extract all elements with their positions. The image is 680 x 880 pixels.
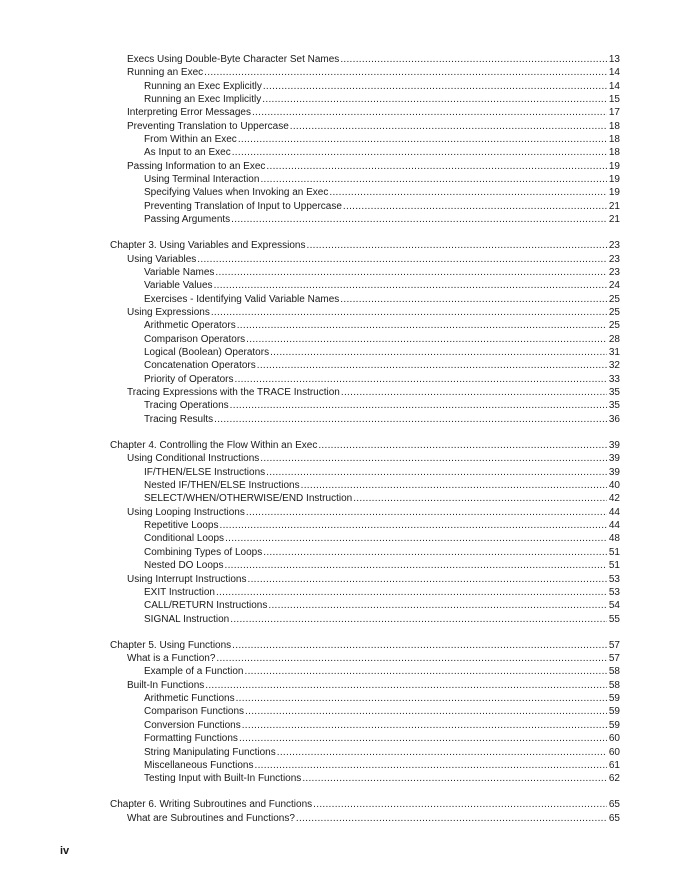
dot-leader bbox=[197, 253, 607, 266]
toc-entry-title: Chapter 4. Controlling the Flow Within an Exec bbox=[110, 440, 318, 452]
toc-entry-page: 19 bbox=[608, 174, 620, 186]
toc-entry-page: 35 bbox=[608, 387, 620, 399]
toc-entry-page: 48 bbox=[608, 533, 620, 545]
dot-leader bbox=[306, 239, 607, 252]
toc-entry-page: 65 bbox=[608, 799, 620, 811]
toc-entry-page: 58 bbox=[608, 666, 620, 678]
toc-entry-page: 61 bbox=[608, 759, 620, 771]
dot-leader bbox=[301, 479, 607, 492]
dot-leader bbox=[262, 93, 607, 106]
toc-entry[interactable] bbox=[110, 452, 620, 465]
dot-leader bbox=[204, 66, 607, 79]
toc-entry-page: 39 bbox=[608, 440, 620, 452]
toc-entry-title: Comparison Functions bbox=[144, 706, 245, 718]
dot-leader bbox=[230, 399, 607, 412]
toc-entry-title: What is a Function? bbox=[127, 653, 216, 665]
toc-entry-page: 14 bbox=[608, 67, 620, 79]
toc-entry-title: Combining Types of Loops bbox=[144, 546, 263, 558]
toc-entry[interactable] bbox=[110, 373, 620, 386]
dot-leader bbox=[214, 279, 607, 292]
toc-entry[interactable] bbox=[110, 186, 620, 199]
toc-entry-page: 58 bbox=[608, 679, 620, 691]
toc-entry-title: Logical (Boolean) Operators bbox=[144, 347, 270, 359]
dot-leader bbox=[230, 613, 607, 626]
toc-entry-title: Tracing Results bbox=[144, 413, 214, 425]
toc-entry[interactable] bbox=[110, 532, 620, 545]
toc-entry-page: 57 bbox=[608, 653, 620, 665]
toc-entry[interactable] bbox=[110, 679, 620, 692]
toc-entry[interactable] bbox=[110, 146, 620, 159]
toc-entry-page: 25 bbox=[608, 293, 620, 305]
dot-leader bbox=[270, 346, 607, 359]
dot-leader bbox=[246, 506, 607, 519]
toc-entry-page: 25 bbox=[608, 307, 620, 319]
toc-entry-title: Interpreting Error Messages bbox=[127, 107, 251, 119]
toc-entry-title: Using Variables bbox=[127, 253, 197, 265]
dot-leader bbox=[239, 732, 607, 745]
toc-entry-title: Using Expressions bbox=[127, 307, 210, 319]
dot-leader bbox=[318, 439, 607, 452]
toc-entry-page: 21 bbox=[608, 214, 620, 226]
toc-entry[interactable] bbox=[110, 133, 620, 146]
toc-entry[interactable] bbox=[110, 213, 620, 226]
dot-leader bbox=[290, 120, 607, 133]
toc-entry-title: Running an Exec Explicitly bbox=[144, 80, 262, 92]
toc-entry-title: Nested DO Loops bbox=[144, 560, 224, 572]
toc-entry-page: 53 bbox=[608, 573, 620, 585]
toc-entry-page: 18 bbox=[608, 147, 620, 159]
toc-entry[interactable] bbox=[110, 359, 620, 372]
toc-entry[interactable] bbox=[110, 746, 620, 759]
toc-entry-page: 62 bbox=[608, 773, 620, 785]
toc-entry-title: Passing Information to an Exec bbox=[127, 160, 266, 172]
toc-entry[interactable] bbox=[110, 519, 620, 532]
toc-entry[interactable] bbox=[110, 732, 620, 745]
toc-entry-title: Built-In Functions bbox=[127, 679, 205, 691]
toc-entry[interactable] bbox=[110, 772, 620, 785]
dot-leader bbox=[214, 413, 607, 426]
toc-entry-title: Conversion Functions bbox=[144, 719, 241, 731]
toc-entry[interactable] bbox=[110, 759, 620, 772]
dot-leader bbox=[205, 679, 607, 692]
toc-entry-page: 14 bbox=[608, 80, 620, 92]
toc-entry-title: Specifying Values when Invoking an Exec bbox=[144, 187, 329, 199]
toc-entry-title: Formatting Functions bbox=[144, 733, 238, 745]
toc-entry[interactable] bbox=[110, 573, 620, 586]
toc-entry-title: Passing Arguments bbox=[144, 214, 231, 226]
toc-entry-title: Tracing Expressions with the TRACE Instruction bbox=[127, 387, 340, 399]
toc-entry-title: Priority of Operators bbox=[144, 373, 234, 385]
toc-entry-page: 13 bbox=[608, 54, 620, 65]
toc-entry-title: As Input to an Exec bbox=[144, 147, 231, 159]
toc-chapter-entry[interactable] bbox=[110, 239, 620, 252]
toc-entry-title: What are Subroutines and Functions? bbox=[127, 812, 295, 824]
toc-entry-title: Chapter 5. Using Functions bbox=[110, 639, 232, 651]
toc-entry[interactable] bbox=[110, 333, 620, 346]
dot-leader bbox=[236, 692, 607, 705]
dot-leader bbox=[234, 373, 607, 386]
page-number: iv bbox=[60, 845, 70, 857]
toc-entry-page: 15 bbox=[608, 94, 620, 106]
toc-entry-title: Repetitive Loops bbox=[144, 520, 219, 532]
toc-entry-page: 51 bbox=[608, 560, 620, 572]
toc-entry[interactable] bbox=[110, 665, 620, 678]
dot-leader bbox=[340, 53, 607, 66]
toc-entry-page: 31 bbox=[608, 347, 620, 359]
toc-entry-page: 51 bbox=[608, 546, 620, 558]
toc-entry-page: 53 bbox=[608, 586, 620, 598]
dot-leader bbox=[296, 812, 607, 825]
toc-entry[interactable] bbox=[110, 200, 620, 213]
toc-chapter-entry[interactable] bbox=[110, 798, 620, 811]
dot-leader bbox=[242, 719, 607, 732]
dot-leader bbox=[220, 519, 608, 532]
toc-entry-title: Using Conditional Instructions bbox=[127, 453, 260, 465]
dot-leader bbox=[277, 746, 607, 759]
toc-entry[interactable] bbox=[110, 586, 620, 599]
toc-entry-page: 23 bbox=[608, 253, 620, 265]
toc-entry-title: Example of a Function bbox=[144, 666, 244, 678]
toc-entry[interactable] bbox=[110, 413, 620, 426]
toc-entry-title: Using Terminal Interaction bbox=[144, 174, 260, 186]
toc-entry[interactable] bbox=[110, 306, 620, 319]
dot-leader bbox=[237, 319, 607, 332]
toc-entry-page: 59 bbox=[608, 693, 620, 705]
toc-entry-page: 60 bbox=[608, 746, 620, 758]
toc-entry-page: 57 bbox=[608, 639, 620, 651]
dot-leader bbox=[245, 665, 608, 678]
dot-leader bbox=[260, 452, 607, 465]
toc-entry[interactable] bbox=[110, 479, 620, 492]
toc-entry[interactable] bbox=[110, 506, 620, 519]
toc-entry[interactable] bbox=[110, 93, 620, 106]
toc-entry-title: Arithmetic Functions bbox=[144, 693, 235, 705]
toc-entry[interactable] bbox=[110, 173, 620, 186]
toc-entry-page: 54 bbox=[608, 600, 620, 612]
toc-entry-title: Variable Names bbox=[144, 267, 215, 279]
dot-leader bbox=[248, 573, 608, 586]
toc-entry-title: Chapter 3. Using Variables and Expressions bbox=[110, 240, 306, 252]
dot-leader bbox=[252, 106, 607, 119]
toc-entry-title: SIGNAL Instruction bbox=[144, 613, 230, 625]
toc-entry-page: 39 bbox=[608, 453, 620, 465]
dot-leader bbox=[231, 213, 607, 226]
dot-leader bbox=[266, 466, 607, 479]
table-of-contents bbox=[110, 53, 620, 825]
dot-leader bbox=[225, 559, 608, 572]
toc-entry-page: 36 bbox=[608, 413, 620, 425]
dot-leader bbox=[216, 652, 607, 665]
toc-entry[interactable] bbox=[110, 66, 620, 79]
dot-leader bbox=[263, 546, 607, 559]
toc-chapter-entry[interactable] bbox=[110, 439, 620, 452]
dot-leader bbox=[343, 200, 607, 213]
toc-entry-page: 18 bbox=[608, 120, 620, 132]
toc-entry-page: 19 bbox=[608, 187, 620, 199]
toc-entry[interactable] bbox=[110, 120, 620, 133]
toc-entry[interactable] bbox=[110, 53, 620, 66]
dot-leader bbox=[341, 386, 607, 399]
toc-entry[interactable] bbox=[110, 559, 620, 572]
dot-leader bbox=[211, 306, 607, 319]
dot-leader bbox=[266, 160, 607, 173]
toc-entry-page: 44 bbox=[608, 520, 620, 532]
dot-leader bbox=[302, 772, 607, 785]
toc-entry-title: Exercises - Identifying Valid Variable Names bbox=[144, 293, 340, 305]
toc-entry[interactable] bbox=[110, 705, 620, 718]
dot-leader bbox=[215, 266, 607, 279]
toc-entry[interactable] bbox=[110, 80, 620, 93]
toc-entry-title: Running an Exec bbox=[127, 67, 204, 79]
toc-entry[interactable] bbox=[110, 386, 620, 399]
toc-entry[interactable] bbox=[110, 106, 620, 119]
dot-leader bbox=[238, 133, 607, 146]
dot-leader bbox=[340, 293, 607, 306]
toc-entry-page: 32 bbox=[608, 360, 620, 372]
toc-entry-title: CALL/RETURN Instructions bbox=[144, 600, 268, 612]
toc-entry[interactable] bbox=[110, 266, 620, 279]
toc-entry-title: Execs Using Double-Byte Character Set Names bbox=[127, 54, 340, 65]
toc-entry-page: 40 bbox=[608, 480, 620, 492]
dot-leader bbox=[245, 705, 607, 718]
dot-leader bbox=[255, 759, 608, 772]
toc-entry-page: 21 bbox=[608, 200, 620, 212]
toc-entry-page: 23 bbox=[608, 240, 620, 252]
toc-entry-page: 25 bbox=[608, 320, 620, 332]
toc-entry-title: Preventing Translation to Uppercase bbox=[127, 120, 289, 132]
toc-entry-title: Nested IF/THEN/ELSE Instructions bbox=[144, 480, 300, 492]
toc-entry-title: Arithmetic Operators bbox=[144, 320, 236, 332]
toc-entry-page: 60 bbox=[608, 733, 620, 745]
toc-entry-title: SELECT/WHEN/OTHERWISE/END Instruction bbox=[144, 493, 353, 505]
dot-leader bbox=[313, 798, 607, 811]
dot-leader bbox=[232, 639, 607, 652]
dot-leader bbox=[225, 532, 607, 545]
toc-entry[interactable] bbox=[110, 719, 620, 732]
toc-entry[interactable] bbox=[110, 692, 620, 705]
toc-entry-page: 19 bbox=[608, 160, 620, 172]
dot-leader bbox=[353, 492, 607, 505]
toc-entry-title: EXIT Instruction bbox=[144, 586, 215, 598]
toc-entry[interactable] bbox=[110, 160, 620, 173]
dot-leader bbox=[257, 359, 607, 372]
toc-entry-page: 65 bbox=[608, 812, 620, 824]
toc-entry[interactable] bbox=[110, 253, 620, 266]
dot-leader bbox=[263, 80, 607, 93]
dot-leader bbox=[268, 599, 607, 612]
toc-entry[interactable] bbox=[110, 319, 620, 332]
toc-entry-page: 23 bbox=[608, 267, 620, 279]
toc-entry-title: Tracing Operations bbox=[144, 400, 229, 412]
toc-entry-page: 33 bbox=[608, 373, 620, 385]
toc-entry[interactable] bbox=[110, 599, 620, 612]
toc-entry-page: 59 bbox=[608, 706, 620, 718]
toc-entry[interactable] bbox=[110, 293, 620, 306]
dot-leader bbox=[329, 186, 607, 199]
toc-entry-page: 42 bbox=[608, 493, 620, 505]
toc-entry-title: Using Looping Instructions bbox=[127, 506, 245, 518]
toc-entry-page: 55 bbox=[608, 613, 620, 625]
dot-leader bbox=[246, 333, 607, 346]
toc-entry-page: 17 bbox=[608, 107, 620, 119]
toc-entry-title: Preventing Translation of Input to Uppercase bbox=[144, 200, 342, 212]
toc-entry-title: IF/THEN/ELSE Instructions bbox=[144, 466, 266, 478]
toc-entry-page: 18 bbox=[608, 134, 620, 146]
toc-entry[interactable] bbox=[110, 399, 620, 412]
toc-entry-title: Comparison Operators bbox=[144, 333, 246, 345]
toc-entry-title: String Manipulating Functions bbox=[144, 746, 276, 758]
toc-entry[interactable] bbox=[110, 346, 620, 359]
toc-entry-page: 35 bbox=[608, 400, 620, 412]
toc-entry[interactable] bbox=[110, 546, 620, 559]
toc-entry[interactable] bbox=[110, 613, 620, 626]
toc-entry-page: 28 bbox=[608, 333, 620, 345]
toc-entry-title: Concatenation Operators bbox=[144, 360, 256, 372]
toc-entry-page: 39 bbox=[608, 466, 620, 478]
dot-leader bbox=[216, 586, 607, 599]
toc-entry-title: Miscellaneous Functions bbox=[144, 759, 254, 771]
toc-entry[interactable] bbox=[110, 652, 620, 665]
toc-entry[interactable] bbox=[110, 812, 620, 825]
toc-entry-page: 24 bbox=[608, 280, 620, 292]
toc-entry[interactable] bbox=[110, 279, 620, 292]
toc-entry-title: Testing Input with Built-In Functions bbox=[144, 773, 302, 785]
toc-entry[interactable] bbox=[110, 466, 620, 479]
toc-entry[interactable] bbox=[110, 492, 620, 505]
toc-entry-title: Chapter 6. Writing Subroutines and Functions bbox=[110, 799, 313, 811]
toc-entry-page: 44 bbox=[608, 506, 620, 518]
dot-leader bbox=[232, 146, 607, 159]
toc-entry-page: 59 bbox=[608, 719, 620, 731]
dot-leader bbox=[260, 173, 607, 186]
toc-chapter-entry[interactable] bbox=[110, 639, 620, 652]
toc-entry-title: Running an Exec Implicitly bbox=[144, 94, 262, 106]
toc-entry-title: Variable Values bbox=[144, 280, 213, 292]
toc-entry-title: From Within an Exec bbox=[144, 134, 237, 146]
toc-entry-title: Using Interrupt Instructions bbox=[127, 573, 247, 585]
toc-entry-title: Conditional Loops bbox=[144, 533, 225, 545]
